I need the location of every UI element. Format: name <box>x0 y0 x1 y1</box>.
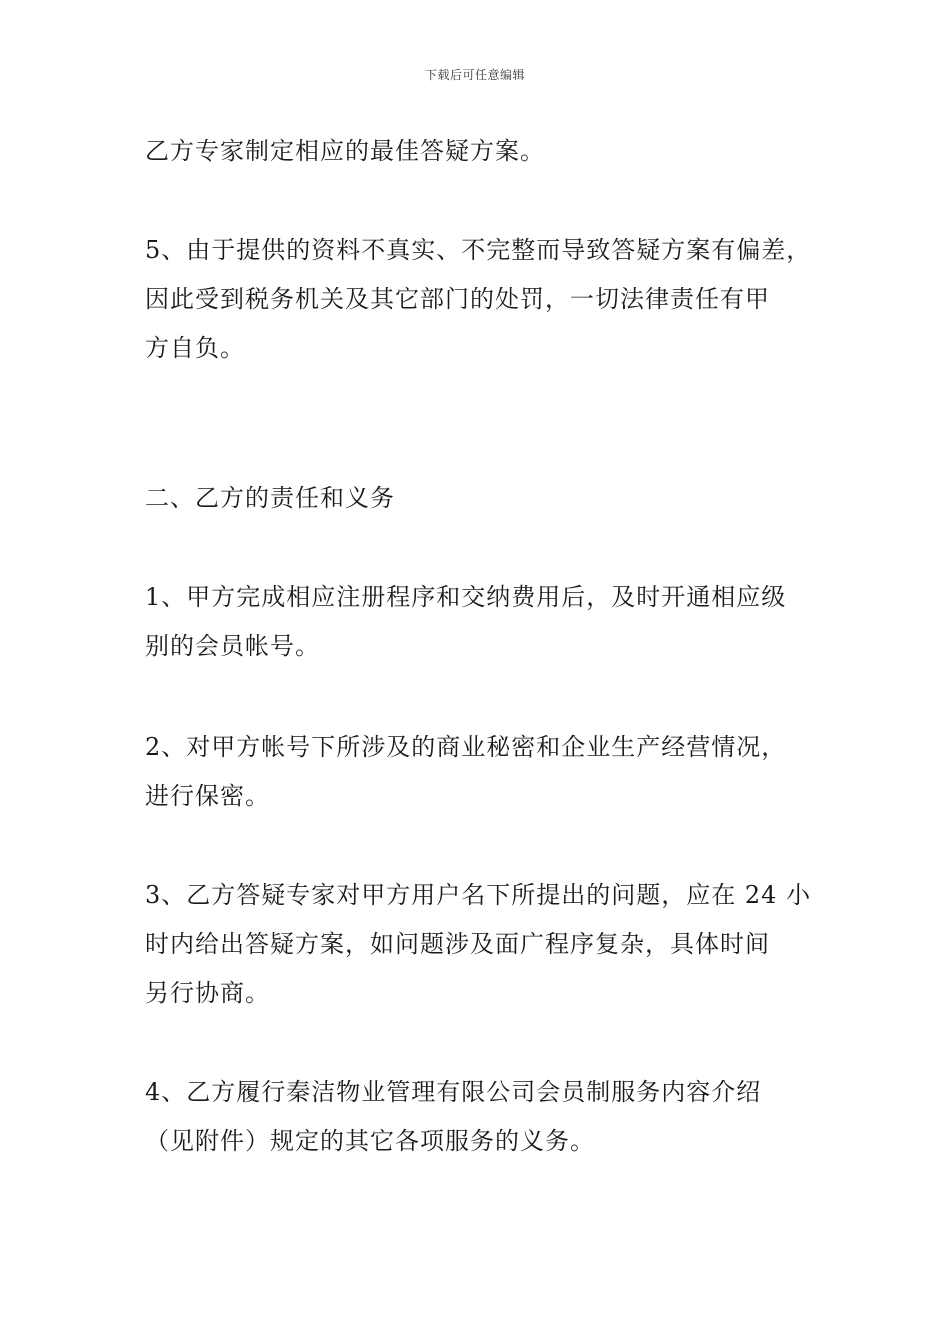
paragraph-line: 1、甲方完成相应注册程序和交纳费用后，及时开通相应级 <box>145 583 787 611</box>
paragraph-item-5 <box>145 226 825 373</box>
heading-line: 二、乙方的责任和义务 <box>145 484 395 512</box>
paragraph-line: 2、对甲方帐号下所涉及的商业秘密和企业生产经营情况， <box>145 733 787 761</box>
paragraph-line: 另行协商。 <box>145 979 270 1007</box>
paragraph-item-2 <box>145 723 825 821</box>
paragraph-line: （见附件）规定的其它各项服务的义务。 <box>145 1127 595 1155</box>
paragraph-line: 时内给出答疑方案，如问题涉及面广程序复杂，具体时间 <box>145 930 770 958</box>
paragraph-line: 因此受到税务机关及其它部门的处罚，一切法律责任有甲 <box>145 285 770 313</box>
paragraph-item-3 <box>145 871 825 1018</box>
paragraph-line: 3、乙方答疑专家对甲方用户名下所提出的问题，应在 24 小 <box>145 881 812 909</box>
paragraph-line: 5、由于提供的资料不真实、不完整而导致答疑方案有偏差， <box>145 236 812 264</box>
paragraph-line: 4、乙方履行秦洁物业管理有限公司会员制服务内容介绍 <box>145 1078 762 1106</box>
paragraph-line: 别的会员帐号。 <box>145 632 320 660</box>
paragraph-line: 方自负。 <box>145 334 245 362</box>
section-heading <box>145 474 825 523</box>
paragraph-item-4 <box>145 1068 825 1166</box>
paragraph-line: 进行保密。 <box>145 782 270 810</box>
paragraph-item-1 <box>145 573 825 671</box>
page-header: 下载后可任意编辑 <box>424 68 525 82</box>
paragraph-intro <box>145 127 825 176</box>
paragraph-line: 乙方专家制定相应的最佳答疑方案。 <box>145 137 545 165</box>
